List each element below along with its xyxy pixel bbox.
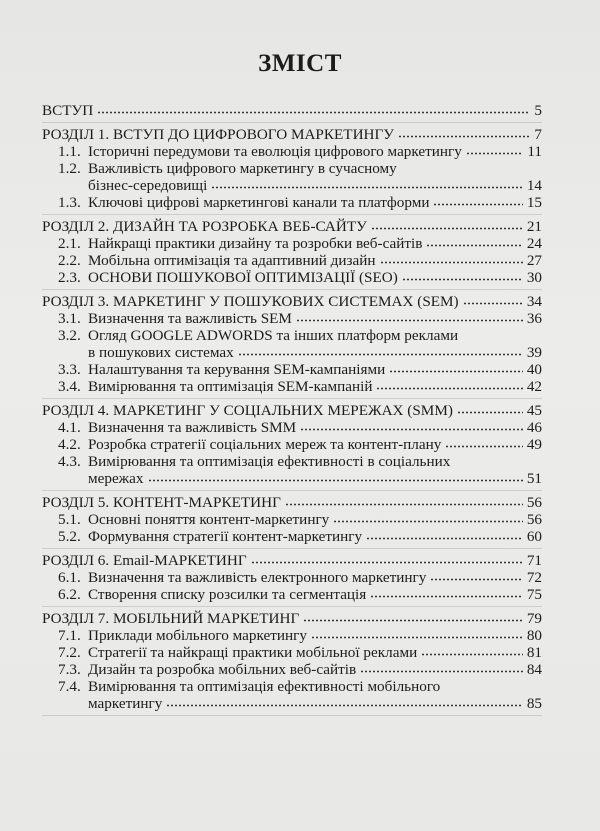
page-number: 46 — [526, 419, 542, 436]
toc-section-entry[interactable] — [42, 160, 542, 177]
section-title: Ключові цифрові маркетингові канали та платформи — [88, 194, 430, 211]
toc-section-entry[interactable] — [42, 627, 542, 644]
dot-leader — [211, 186, 522, 189]
section-number: 3.1. — [58, 310, 81, 327]
toc-chapter-group — [42, 491, 542, 549]
toc-chapter-entry[interactable] — [42, 126, 542, 143]
dot-leader — [148, 479, 523, 482]
toc-section-entry[interactable] — [42, 644, 542, 661]
section-title: ОСНОВИ ПОШУКОВОЇ ОПТИМІЗАЦІЇ (SEO) — [88, 269, 398, 286]
toc-section-entry[interactable] — [42, 378, 542, 395]
toc-section-entry[interactable] — [42, 419, 542, 436]
toc-section-entry-continuation[interactable] — [42, 344, 542, 361]
dot-leader — [466, 152, 524, 155]
section-title: Основні поняття контент-маркетингу — [88, 511, 330, 528]
chapter-label: РОЗДІЛ 7. МОБІЛЬНИЙ МАРКЕТИНГ — [42, 610, 300, 627]
page-number: 79 — [526, 610, 542, 627]
page-number: 85 — [526, 695, 542, 712]
table-of-contents — [42, 99, 542, 716]
section-title: Визначення та важливість електронного маркетингу — [88, 569, 427, 586]
section-title-continued: маркетингу — [88, 695, 163, 712]
toc-section-entry[interactable] — [42, 678, 542, 695]
dot-leader — [463, 302, 523, 305]
page-number: 75 — [526, 586, 542, 603]
page-number: 11 — [527, 143, 542, 160]
section-title: Налаштування та керування SEM-кампаніями — [88, 361, 386, 378]
section-title-continued: в пошукових системах — [88, 344, 234, 361]
toc-intro — [42, 99, 542, 123]
chapter-label: РОЗДІЛ 2. ДИЗАЙН ТА РОЗРОБКА ВЕБ-САЙТУ — [42, 218, 367, 235]
dot-leader — [333, 520, 523, 523]
dot-leader — [303, 619, 523, 622]
page-number: 30 — [526, 269, 542, 286]
page-number: 45 — [526, 402, 542, 419]
dot-leader — [402, 278, 523, 281]
dot-leader — [370, 595, 523, 598]
section-number: 6.1. — [58, 569, 81, 586]
dot-leader — [296, 319, 523, 322]
chapter-label: РОЗДІЛ 1. ВСТУП ДО ЦИФРОВОГО МАРКЕТИНГУ — [42, 126, 395, 143]
section-number: 7.3. — [58, 661, 81, 678]
chapter-label: РОЗДІЛ 4. МАРКЕТИНГ У СОЦІАЛЬНИХ МЕРЕЖАХ (SMM) — [42, 402, 453, 419]
page-number: 60 — [526, 528, 542, 545]
dot-leader — [433, 203, 522, 206]
page-number: 71 — [526, 552, 542, 569]
section-number: 2.3. — [58, 269, 81, 286]
section-number: 4.3. — [58, 453, 81, 470]
toc-section-entry[interactable] — [42, 569, 542, 586]
page-number: 42 — [526, 378, 542, 395]
toc-section-entry[interactable] — [42, 310, 542, 327]
toc-chapter-group — [42, 549, 542, 607]
toc-chapter-entry[interactable] — [42, 402, 542, 419]
dot-leader — [166, 704, 523, 707]
toc-section-entry-continuation[interactable] — [42, 695, 542, 712]
section-title: Формування стратегії контент-маркетингу — [88, 528, 363, 545]
page-number: 27 — [526, 252, 542, 269]
page-number: 40 — [526, 361, 542, 378]
page-number: 84 — [526, 661, 542, 678]
dot-leader — [376, 387, 522, 390]
toc-section-entry[interactable] — [42, 511, 542, 528]
section-number: 2.2. — [58, 252, 81, 269]
toc-section-entry[interactable] — [42, 361, 542, 378]
dot-leader — [360, 670, 523, 673]
section-title: Вимірювання та оптимізація SEM-кампаній — [88, 378, 373, 395]
section-title-continued: бізнес-середовищі — [88, 177, 208, 194]
toc-section-entry[interactable] — [42, 453, 542, 470]
page-number: 81 — [526, 644, 542, 661]
section-number: 1.1. — [58, 143, 81, 160]
section-number: 7.4. — [58, 678, 81, 695]
page-number: 80 — [526, 627, 542, 644]
dot-leader — [371, 227, 523, 230]
section-title: Розробка стратегії соціальних мереж та контент-плану — [88, 436, 442, 453]
page-number: 14 — [526, 177, 542, 194]
toc-section-entry[interactable] — [42, 269, 542, 286]
section-number: 3.4. — [58, 378, 81, 395]
page-number: 49 — [526, 436, 542, 453]
section-title: Вимірювання та оптимізація ефективності мобільного — [88, 678, 441, 695]
toc-chapter-group — [42, 607, 542, 716]
section-number: 4.2. — [58, 436, 81, 453]
toc-section-entry-continuation[interactable] — [42, 470, 542, 487]
section-title: Визначення та важливість SMM — [88, 419, 297, 436]
dot-leader — [389, 370, 523, 373]
toc-entry[interactable] — [42, 102, 542, 119]
dot-leader — [300, 428, 523, 431]
toc-chapter-entry[interactable] — [42, 552, 542, 569]
dot-leader — [311, 636, 523, 639]
toc-chapter-group — [42, 123, 542, 215]
chapter-label: РОЗДІЛ 3. МАРКЕТИНГ У ПОШУКОВИХ СИСТЕМАХ (SEM) — [42, 293, 459, 310]
toc-chapter-entry[interactable] — [42, 218, 542, 235]
dot-leader — [398, 135, 530, 138]
toc-section-entry-continuation[interactable] — [42, 177, 542, 194]
toc-chapter-entry[interactable] — [42, 494, 542, 511]
page-number: 72 — [526, 569, 542, 586]
section-number: 7.1. — [58, 627, 81, 644]
toc-chapter-group — [42, 399, 542, 491]
section-title-continued: мережах — [88, 470, 144, 487]
entry-label: ВСТУП — [42, 102, 94, 119]
toc-chapter-entry[interactable] — [42, 293, 542, 310]
section-title: Створення списку розсилки та сегментація — [88, 586, 367, 603]
section-number: 3.2. — [58, 327, 81, 344]
page-number: 21 — [526, 218, 542, 235]
toc-chapter-group — [42, 215, 542, 290]
chapter-label: РОЗДІЛ 6. Email-МАРКЕТИНГ — [42, 552, 247, 569]
page-number: 39 — [526, 344, 542, 361]
page-title: ЗМІСТ — [258, 50, 342, 77]
chapter-label: РОЗДІЛ 5. КОНТЕНТ-МАРКЕТИНГ — [42, 494, 281, 511]
section-number: 6.2. — [58, 586, 81, 603]
dot-leader — [445, 445, 522, 448]
toc-section-entry[interactable] — [42, 586, 542, 603]
page-number: 56 — [526, 511, 542, 528]
toc-section-entry[interactable] — [42, 327, 542, 344]
section-title: Огляд GOOGLE ADWORDS та інших платформ реклами — [88, 327, 459, 344]
section-title: Найкращі практики дизайну та розробки веб-сайтів — [88, 235, 423, 252]
section-number: 4.1. — [58, 419, 81, 436]
page-number: 5 — [534, 102, 542, 119]
page-number: 51 — [526, 470, 542, 487]
section-title: Важливість цифрового маркетингу в сучасному — [88, 160, 397, 177]
dot-leader — [238, 353, 523, 356]
dot-leader — [285, 503, 523, 506]
toc-section-entry[interactable] — [42, 661, 542, 678]
toc-section-entry[interactable] — [42, 252, 542, 269]
page-number: 7 — [534, 126, 542, 143]
section-number: 7.2. — [58, 644, 81, 661]
toc-chapter-entry[interactable] — [42, 610, 542, 627]
section-title: Визначення та важливість SEM — [88, 310, 292, 327]
section-number: 1.3. — [58, 194, 81, 211]
section-number: 3.3. — [58, 361, 81, 378]
section-title: Стратегії та найкращі практики мобільної реклами — [88, 644, 418, 661]
dot-leader — [380, 261, 523, 264]
section-title: Дизайн та розробка мобільних веб-сайтів — [88, 661, 357, 678]
dot-leader — [366, 537, 523, 540]
section-number: 1.2. — [58, 160, 81, 177]
page-number: 15 — [526, 194, 542, 211]
page-number: 24 — [526, 235, 542, 252]
toc-section-entry[interactable] — [42, 235, 542, 252]
section-number: 2.1. — [58, 235, 81, 252]
section-title: Приклади мобільного маркетингу — [88, 627, 307, 644]
section-title: Мобільна оптимізація та адаптивний дизайн — [88, 252, 376, 269]
dot-leader — [426, 244, 522, 247]
dot-leader — [430, 578, 522, 581]
dot-leader — [457, 411, 523, 414]
dot-leader — [251, 561, 523, 564]
page-number: 36 — [526, 310, 542, 327]
toc-section-entry[interactable] — [42, 436, 542, 453]
section-number: 5.1. — [58, 511, 81, 528]
page-number: 56 — [526, 494, 542, 511]
section-title: Вимірювання та оптимізація ефективності в соціальних — [88, 453, 451, 470]
section-title: Історичні передумови та еволюція цифрового маркетингу — [88, 143, 462, 160]
page-number: 34 — [526, 293, 542, 310]
toc-chapter-group — [42, 290, 542, 399]
toc-section-entry[interactable] — [42, 528, 542, 545]
dot-leader — [97, 111, 530, 114]
toc-section-entry[interactable] — [42, 143, 542, 160]
dot-leader — [421, 653, 523, 656]
toc-section-entry[interactable] — [42, 194, 542, 211]
section-number: 5.2. — [58, 528, 81, 545]
